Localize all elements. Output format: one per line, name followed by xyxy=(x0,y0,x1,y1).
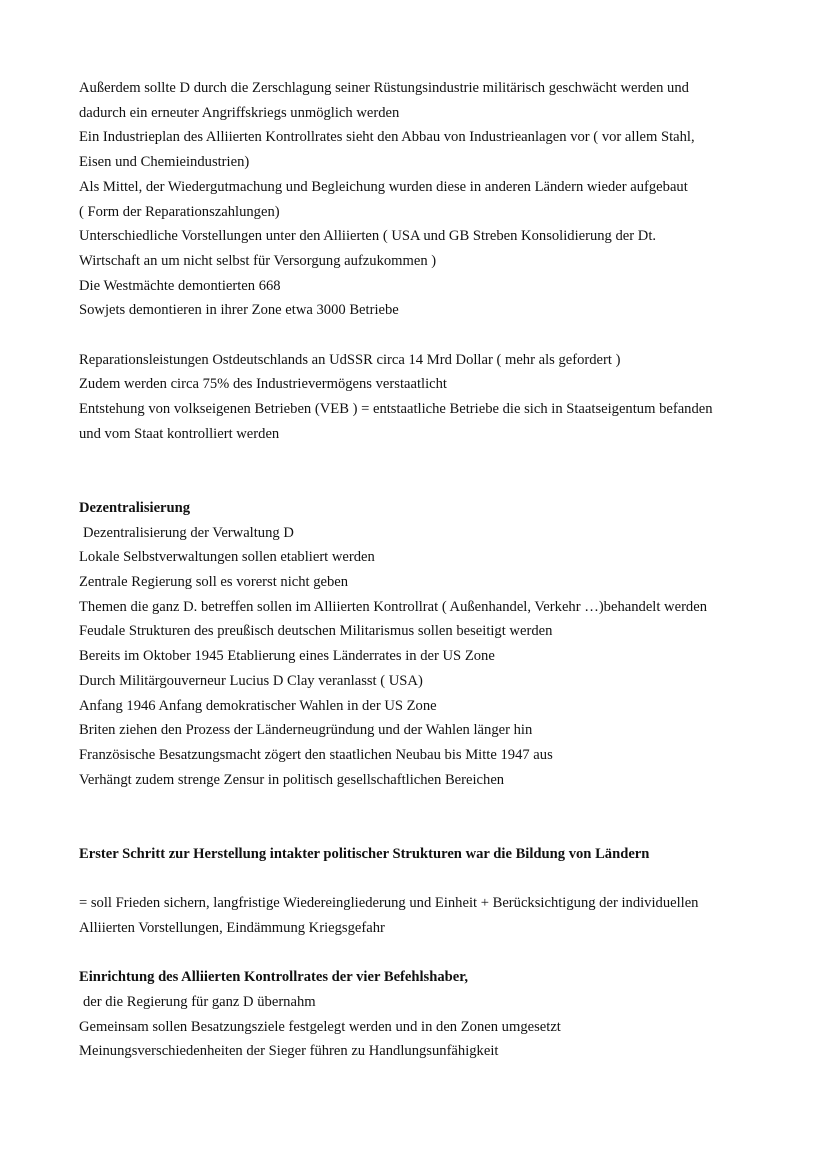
spacer xyxy=(79,792,779,841)
text-line: und vom Staat kontrolliert werden xyxy=(79,425,280,442)
text-line: der die Regierung für ganz D übernahm xyxy=(83,993,316,1010)
text-line: Gemeinsam sollen Besatzungsziele festgelegt werden und in den Zonen umgesetzt xyxy=(79,1018,561,1035)
text-line: Wirtschaft an um nicht selbst für Versorgung aufzukommen ) xyxy=(79,252,437,269)
text-line: Lokale Selbstverwaltungen sollen etabliert werden xyxy=(79,549,375,566)
section-erster-schritt xyxy=(79,842,779,941)
text-line: ( Form der Reparationszahlungen) xyxy=(79,203,280,220)
spacer xyxy=(79,866,779,891)
text-line: Die Westmächte demontierten 668 xyxy=(79,277,281,294)
spacer xyxy=(79,941,779,966)
text-line: Eisen und Chemieindustrien) xyxy=(79,154,250,171)
text-line: Themen die ganz D. betreffen sollen im Alliierten Kontrollrat ( Außenhandel, Verkehr …)behandelt werden xyxy=(79,598,707,615)
section-heading: Erster Schritt zur Herstellung intakter politischer Strukturen war die Bildung von Ländern xyxy=(79,845,650,862)
text-line: Anfang 1946 Anfang demokratischer Wahlen in der US Zone xyxy=(79,697,437,714)
section-demontage xyxy=(79,76,779,323)
section-dezentralisierung xyxy=(79,496,779,792)
section-heading: Dezentralisierung xyxy=(79,499,191,516)
text-line: Feudale Strukturen des preußisch deutschen Militarismus sollen beseitigt werden xyxy=(79,623,553,640)
text-line: = soll Frieden sichern, langfristige Wiedereingliederung und Einheit + Berücksichtigung der individuellen xyxy=(79,895,699,912)
document-body xyxy=(79,76,779,1064)
text-line: Meinungsverschiedenheiten der Sieger führen zu Handlungsunfähigkeit xyxy=(79,1043,499,1060)
text-line: Außerdem sollte D durch die Zerschlagung seiner Rüstungsindustrie militärisch geschwächt werden und xyxy=(79,80,689,96)
text-line: Französische Besatzungsmacht zögert den staatlichen Neubau bis Mitte 1947 aus xyxy=(79,746,553,763)
text-line: Briten ziehen den Prozess der Länderneugründung und der Wahlen länger hin xyxy=(79,722,533,739)
section-reparationen xyxy=(79,348,779,447)
text-line: Zentrale Regierung soll es vorerst nicht geben xyxy=(79,574,349,591)
text-line: Dezentralisierung der Verwaltung D xyxy=(83,524,294,541)
text-line: Unterschiedliche Vorstellungen unter den Alliierten ( USA und GB Streben Konsolidierung der Dt. xyxy=(79,228,657,245)
text-line: Ein Industrieplan des Alliierten Kontrollrates sieht den Abbau von Industrieanlagen vor ( vor allem Stahl, xyxy=(79,129,695,146)
text-line: Bereits im Oktober 1945 Etablierung eines Länderrates in der US Zone xyxy=(79,648,495,665)
text-line: Zudem werden circa 75% des Industrievermögens verstaatlicht xyxy=(79,376,447,393)
text-line: Reparationsleistungen Ostdeutschlands an UdSSR circa 14 Mrd Dollar ( mehr als gefordert ) xyxy=(79,351,621,368)
text-line: Durch Militärgouverneur Lucius D Clay veranlasst ( USA) xyxy=(79,672,423,689)
spacer xyxy=(79,323,779,348)
text-line: Entstehung von volkseigenen Betrieben (VEB ) = entstaatliche Betriebe die sich in Staatseigentum befanden xyxy=(79,401,713,418)
text-line: Alliierten Vorstellungen, Eindämmung Kriegsgefahr xyxy=(79,919,385,936)
text-line: dadurch ein erneuter Angriffskriegs unmöglich werden xyxy=(79,104,400,121)
text-line: Als Mittel, der Wiedergutmachung und Begleichung wurden diese in anderen Ländern wieder aufgebaut xyxy=(79,178,688,195)
text-line: Verhängt zudem strenge Zensur in politisch gesellschaftlichen Bereichen xyxy=(79,771,505,788)
text-line: Sowjets demontieren in ihrer Zone etwa 3000 Betriebe xyxy=(79,302,399,319)
section-kontrollrat xyxy=(79,965,779,1064)
spacer xyxy=(79,447,779,496)
section-heading: Einrichtung des Alliierten Kontrollrates der vier Befehlshaber, xyxy=(79,969,469,986)
